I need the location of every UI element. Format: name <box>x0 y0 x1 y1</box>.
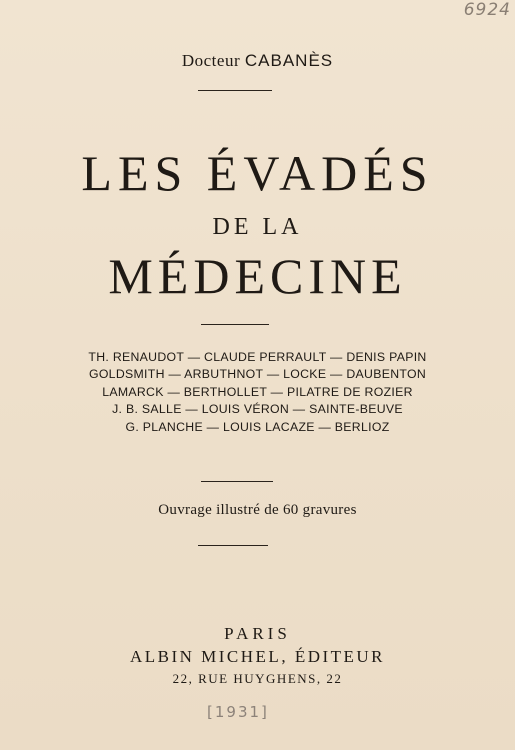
title-line-1: LES ÉVADÉS <box>81 145 434 201</box>
shelfmark-note: 6924 <box>463 0 511 20</box>
names-line: GOLDSMITH — ARBUTHNOT — LOCKE — DAUBENTON <box>88 367 427 382</box>
contents-names <box>0 349 515 436</box>
imprint-city: PARIS <box>224 624 291 643</box>
title-line-3: MÉDECINE <box>108 248 407 304</box>
illustration-note: Ouvrage illustré de 60 gravures <box>158 502 357 518</box>
names-line: TH. RENAUDOT — CLAUDE PERRAULT — DENIS PAPIN <box>88 350 427 364</box>
date-note: [1931] <box>207 703 269 721</box>
divider-author <box>198 90 272 91</box>
names-line: J. B. SALLE — LOUIS VÉRON — SAINTE-BEUVE <box>112 402 403 417</box>
imprint-publisher: ALBIN MICHEL, ÉDITEUR <box>129 647 386 666</box>
author-surname: CABANÈS <box>244 51 334 70</box>
title-line-2: DE LA <box>212 214 303 240</box>
imprint-address: 22, RUE HUYGHENS, 22 <box>172 671 343 686</box>
names-line: LAMARCK — BERTHOLLET — PILATRE DE ROZIER <box>102 384 413 399</box>
divider-names <box>201 481 273 482</box>
divider-illus <box>198 545 268 546</box>
names-line: G. PLANCHE — LOUIS LACAZE — BERLIOZ <box>125 419 390 434</box>
author-line <box>0 51 515 71</box>
divider-title <box>201 324 269 325</box>
author-prefix: Docteur <box>181 51 241 70</box>
